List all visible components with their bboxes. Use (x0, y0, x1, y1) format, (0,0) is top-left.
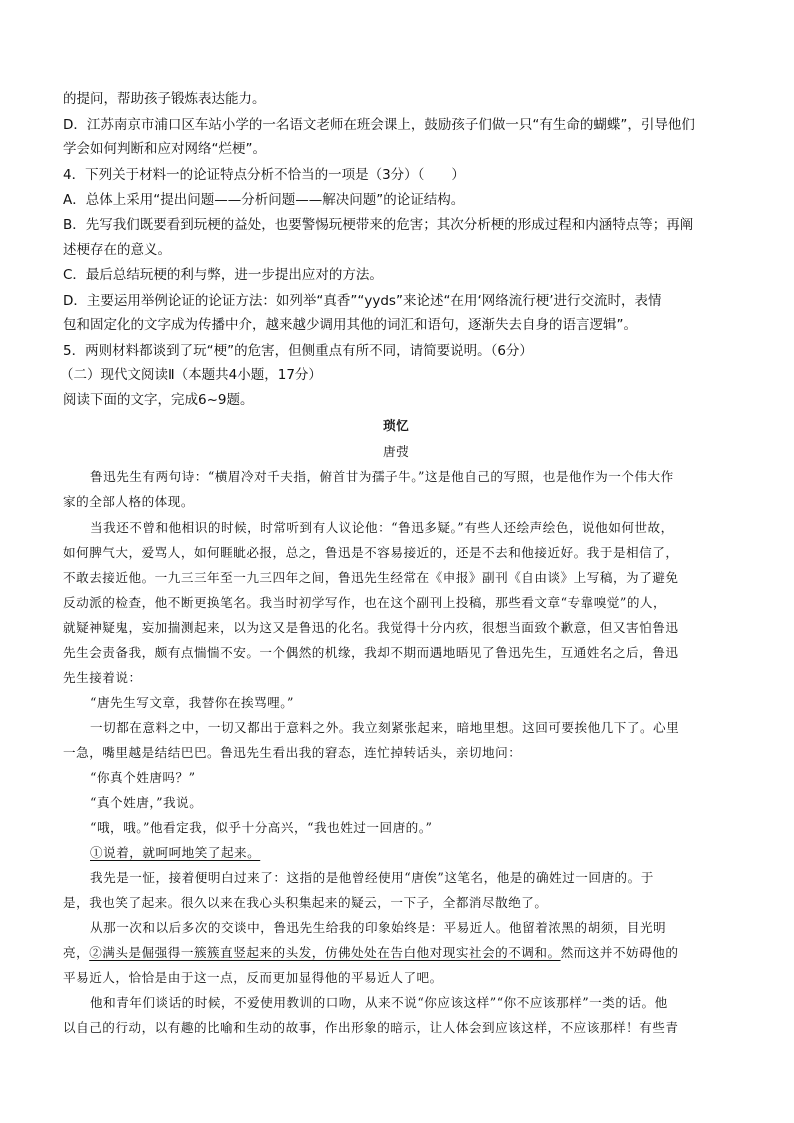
question-5: 5．两则材料都谈到了玩“梗”的危害，但侧重点有所不同，请简要说明。（6分） (63, 343, 533, 359)
option-d-line: D．江苏南京市浦口区车站小学的一名语文老师在班会课上，鼓励孩子们做一只“有生命的蝴蝶”，引导他们 (63, 117, 695, 133)
underlined-sentence-1: ①说着，就呵呵地笑了起来。 (90, 845, 261, 860)
paragraph-line (63, 943, 678, 963)
option-a: A．总体上采用“提出问题——分析问题——解决问题”的论证结构。 (63, 192, 465, 208)
paragraph-line: 从那一次和以后多次的交谈中，鲁迅先生给我的印象始终是：平易近人。他留着浓黑的胡须，目光明 (90, 920, 667, 935)
option-d: D．主要运用举例论证的论证方法：如列举“真香”“yyds”来论述“在用‘网络流行梗’进行交流时，表情 (63, 293, 662, 309)
text-line: 的提问，帮助孩子锻炼表达能力。 (63, 91, 266, 107)
text-line: 述梗存在的意义。 (63, 242, 171, 258)
paragraph-line: 我先是一怔，接着便明白过来了：这指的是他曾经使用“唐俟”这笔名，他是的确姓过一回唐的。于 (90, 870, 654, 885)
paragraph-line: 如何脾气大，爱骂人，如何睚眦必报，总之，鲁迅是不容易接近的，还是不去和他接近好。我于是相信了， (63, 545, 679, 560)
paragraph-line: 反动派的检查，他不断更换笔名。我当时初学写作，也在这个副刊上投稿，那些看文章“专靠嗅觉”的人， (63, 595, 667, 610)
text-line: 包和固定化的文字成为传播中介，越来越少调用其他的词汇和语句，逐渐失去自身的语言逻辑”。 (63, 317, 637, 333)
paragraph-line: 他和青年们谈话的时候，不爱使用教训的口吻，从来不说“你应该这样”“你不应该那样”一类的话。他 (90, 995, 668, 1010)
paragraph-line: 一切都在意料之中，一切又都出于意料之外。我立刻紧张起来，暗地里想。这回可要挨他几下了。心里 (90, 720, 680, 735)
question-4: 4．下列关于材料一的论证特点分析不恰当的一项是（3分）（ ） (63, 167, 465, 183)
article-author: 唐弢 (383, 444, 410, 459)
reading-instruction: 阅读下面的文字，完成6~9题。 (63, 392, 254, 408)
paragraph-line: 就疑神疑鬼，妄加揣测起来，以为这又是鲁迅的化名。我觉得十分内疚，很想当面致个歉意，但又害怕鲁迅 (63, 620, 679, 635)
paragraph-line: 先生接着说： (63, 670, 142, 685)
paragraph-line: 不敢去接近他。一九三三年至一九三四年之间，鲁迅先生经常在《申报》副刊《自由谈》上写稿，为了避免 (63, 570, 679, 585)
option-b: B．先写我们既要看到玩梗的益处，也要警惕玩梗带来的危害；其次分析梗的形成过程和内涵特点等；再阐 (63, 217, 694, 233)
paragraph-line: 先生会责备我，颇有点惴惴不安。一个偶然的机缘，我却不期而遇地晤见了鲁迅先生，互通姓名之后，鲁迅 (63, 645, 679, 660)
paragraph-line: 一急，嘴里越是结结巴巴。鲁迅先生看出我的窘态，连忙掉转话头，亲切地问： (63, 745, 522, 760)
article-title: 琐忆 (383, 418, 410, 433)
paragraph-line: 鲁迅先生有两句诗：“横眉冷对千夫指，俯首甘为孺子牛。”这是他自己的写照，也是他作为一个伟大作 (90, 469, 674, 484)
underlined-sentence-2: ②满头是倔强得一簇簇直竖起来的头发，仿佛处处在告白他对现实社会的不调和。 (89, 945, 561, 960)
paragraph-line: 家的全部人格的体现。 (63, 494, 194, 509)
section-heading: （二）现代文阅读Ⅱ（本题共4小题，17分） (60, 367, 322, 383)
option-c: C．最后总结玩梗的利与弊，进一步提出应对的方法。 (63, 267, 383, 283)
text-line: 学会如何判断和应对网络“烂梗”。 (63, 141, 266, 157)
dialogue-line: “唐先生写文章，我替你在挨骂哩。” (90, 695, 294, 710)
paragraph-line: 当我还不曾和他相识的时候，时常听到有人议论他：“鲁迅多疑。”有些人还绘声绘色，说他如何世故， (90, 520, 674, 535)
dialogue-line: “真个姓唐，”我说。 (90, 795, 203, 810)
dialogue-line: “哦，哦。”他看定我，似乎十分高兴，“我也姓过一回唐的。” (90, 820, 433, 835)
paragraph-line: 平易近人，恰恰是由于这一点，反而更加显得他的平易近人了吧。 (63, 970, 443, 985)
paragraph-line: 以自己的行动，以有趣的比喻和生动的故事，作出形象的暗示，让人体会到应该这样，不应该那样！有些青 (63, 1020, 679, 1035)
paragraph-line: 是，我也笑了起来。很久以来在我心头积集起来的疑云，一下子，全都消尽散绝了。 (63, 895, 548, 910)
dialogue-line: “你真个姓唐吗？” (90, 770, 196, 785)
text-span: 然而这并不妨碍他的 (560, 945, 679, 960)
text-span: 亮， (63, 945, 90, 960)
